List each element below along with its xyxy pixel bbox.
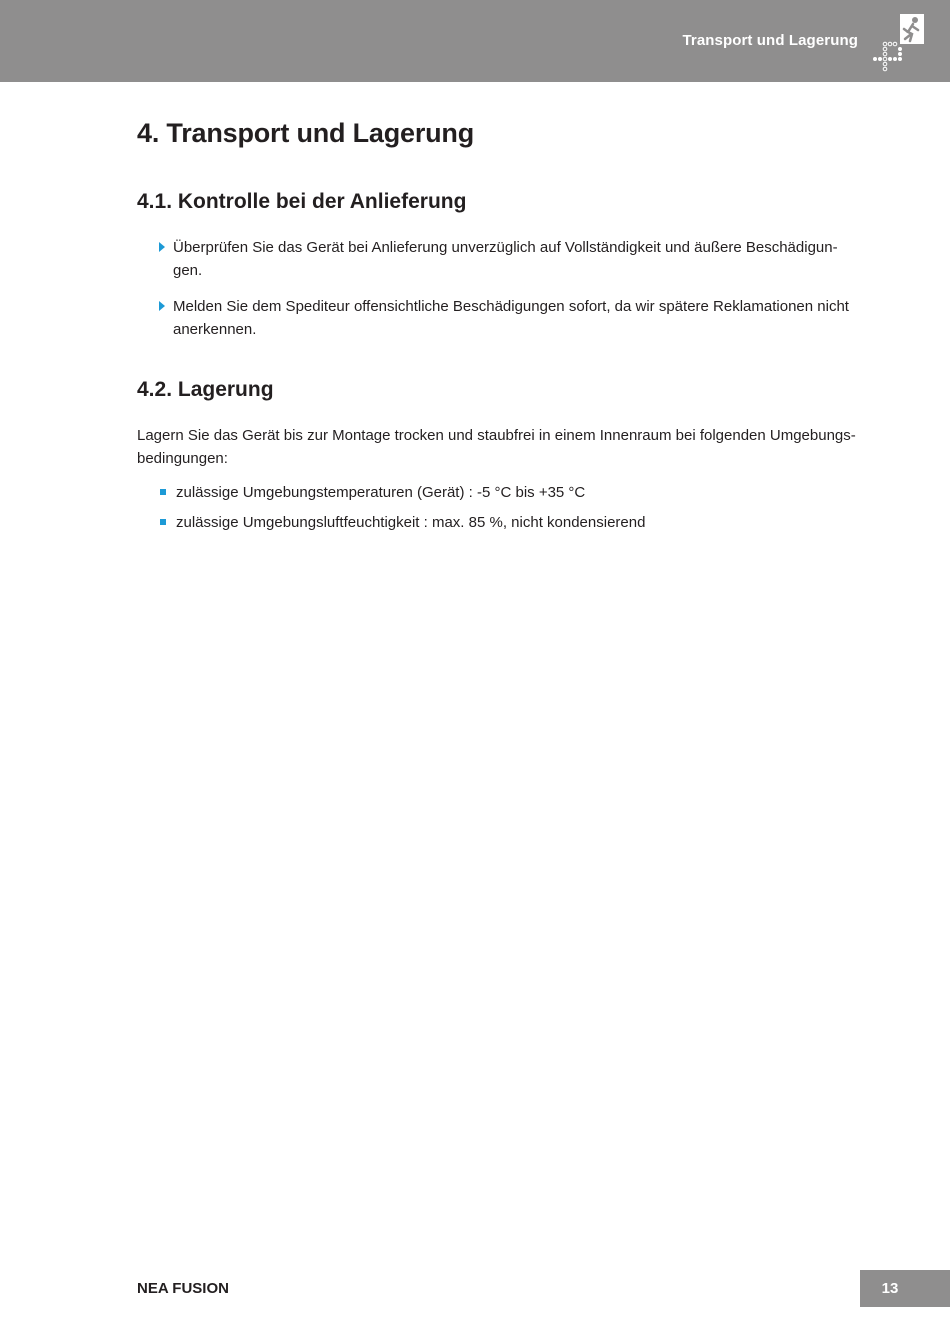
storage-conditions-list	[159, 481, 645, 541]
emergency-exit-icon	[868, 12, 928, 74]
list-item-text: zulässige Umgebungsluftfeuchtigkeit : max. 85 %, nicht kondensierend	[176, 514, 646, 531]
list-item	[159, 481, 645, 504]
square-bullet-icon	[160, 489, 166, 495]
arrow-bullet-icon	[159, 242, 165, 252]
page-title: 4. Transport und Lagerung	[137, 118, 475, 148]
footer-product-name: NEA FUSION	[137, 1280, 229, 1297]
list-item-text: zulässige Umgebungstemperaturen (Gerät) : -5 °C bis +35 °C	[176, 484, 586, 501]
storage-intro-paragraph: Lagern Sie das Gerät bis zur Montage trocken und staubfrei in einem Innenraum bei folgenden Umgebungs-bedingungen:	[137, 427, 856, 467]
page-number-badge	[860, 1270, 950, 1307]
list-item	[157, 295, 857, 341]
list-item-text: Melden Sie dem Spediteur offensichtliche Beschädigungen sofort, da wir spätere Reklamationen nicht anerkennen.	[173, 298, 849, 338]
list-item	[157, 236, 857, 282]
header-bar	[0, 0, 950, 82]
header-section-title: Transport und Lagerung	[682, 32, 858, 49]
list-item	[159, 511, 645, 534]
section-heading-delivery-check: 4.1. Kontrolle bei der Anlieferung	[137, 190, 467, 213]
arrow-bullet-icon	[159, 301, 165, 311]
page-number: 13	[881, 1280, 899, 1297]
list-item-text: Überprüfen Sie das Gerät bei Anlieferung unverzüglich auf Vollständigkeit und äußere Beschädigun-gen.	[173, 239, 838, 279]
delivery-check-list	[157, 236, 857, 354]
section-heading-storage: 4.2. Lagerung	[137, 378, 274, 401]
square-bullet-icon	[160, 519, 166, 525]
